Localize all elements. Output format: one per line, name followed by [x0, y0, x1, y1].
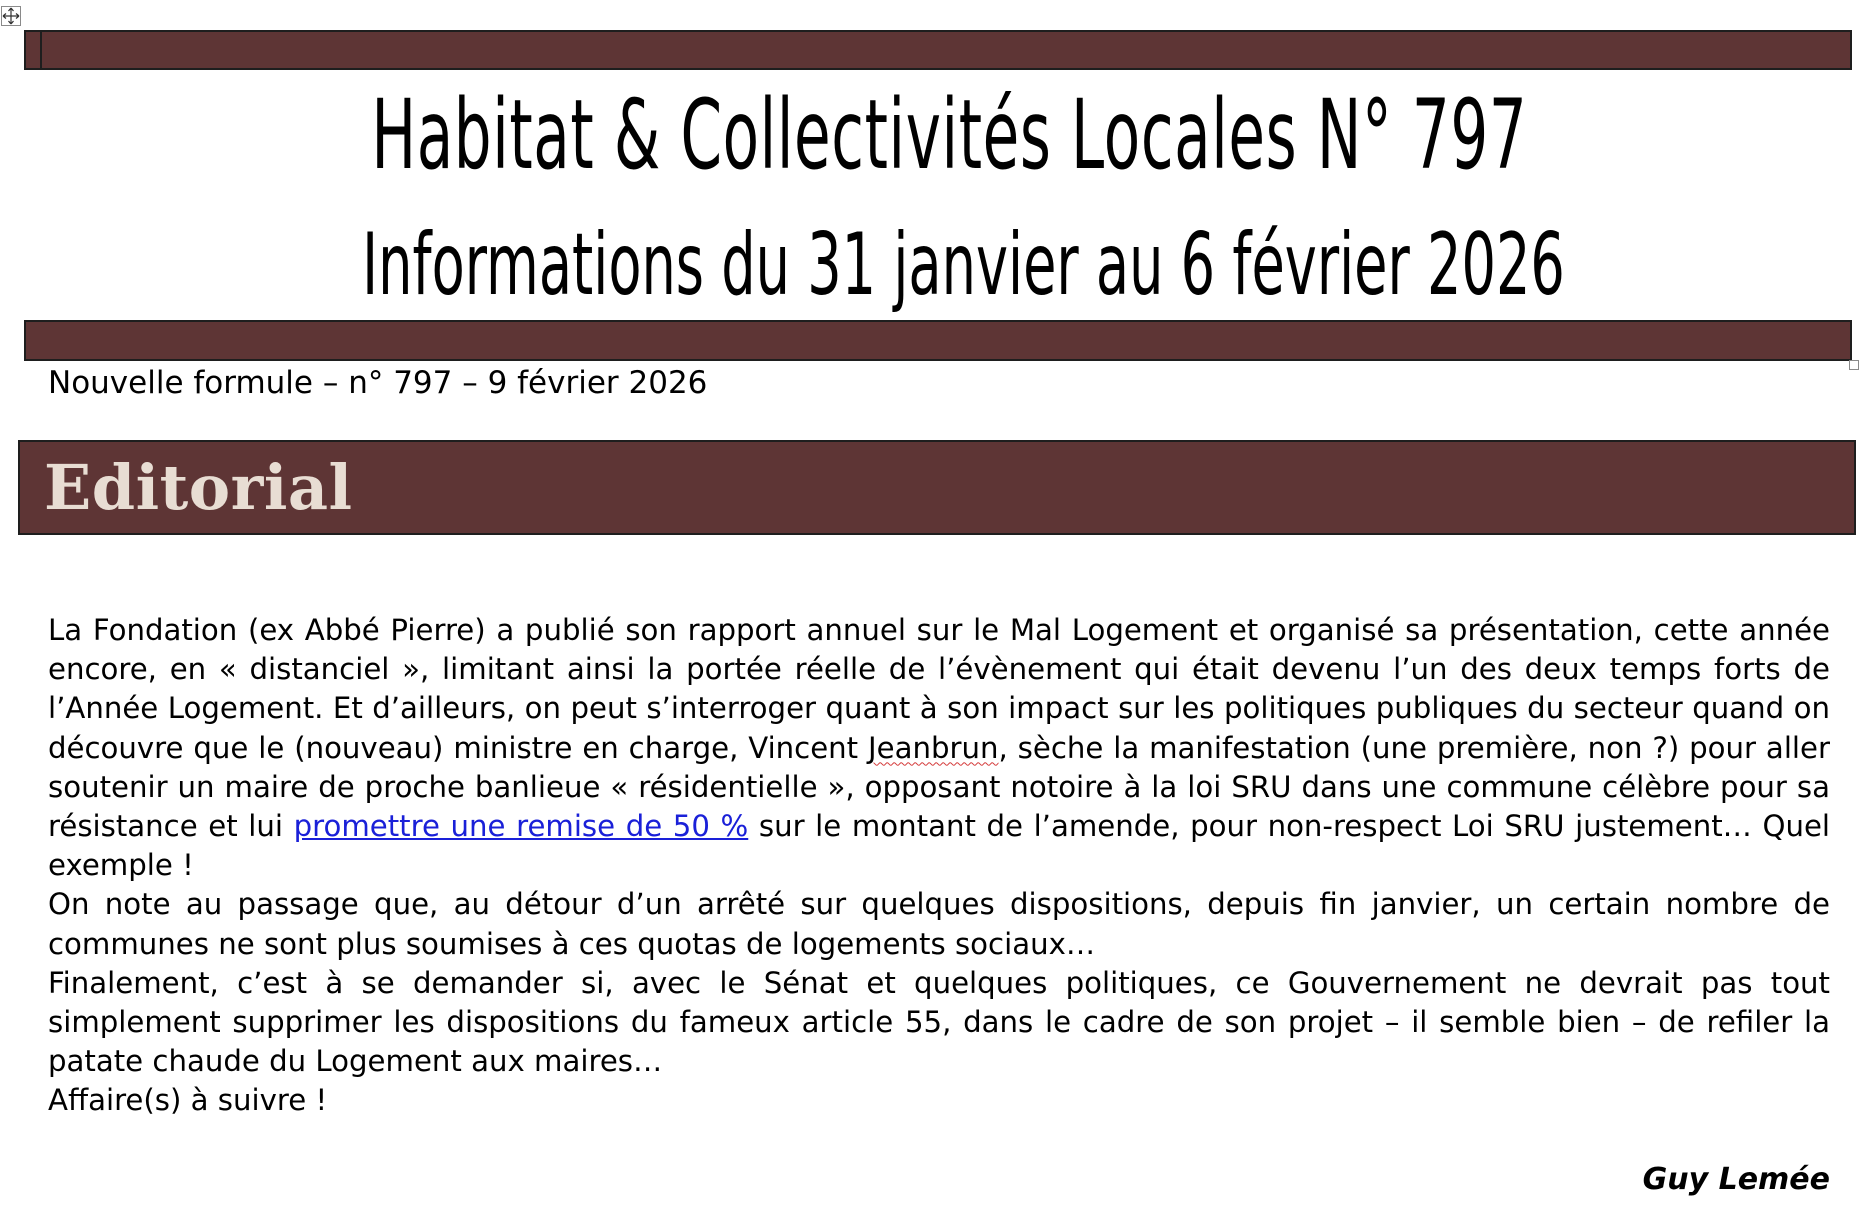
- paragraph-text: , sèche la manifestation (une première, non ?) pour aller soutenir un maire de proche banlieue « résidentielle », opposant notoire à la loi SRU dans une commune célèbre pour sa résistance et lui: [48, 730, 1830, 844]
- section-title: Editorial: [44, 451, 353, 524]
- masthead-top-band: [24, 30, 1852, 70]
- issue-line: Nouvelle formule – n° 797 – 9 février 2026: [48, 365, 708, 401]
- band-divider: [40, 32, 42, 68]
- editorial-paragraph: Affaire(s) à suivre !: [48, 1083, 328, 1118]
- editorial-paragraph: On note au passage que, au détour d’un arrêté sur quelques dispositions, depuis fin janvier, un certain nombre de communes ne sont plus soumises à ces quotas de logements sociaux…: [48, 887, 1830, 961]
- move-arrows-icon: [2, 7, 20, 25]
- masthead-bottom-band: [24, 320, 1852, 361]
- editorial-paragraph: [48, 611, 1830, 885]
- table-move-handle[interactable]: [1, 6, 21, 26]
- author-signature: Guy Lemée: [1642, 1162, 1830, 1197]
- editorial-body: [48, 611, 1830, 1121]
- paragraph-text: La Fondation (ex Abbé Pierre) a publié son rapport annuel sur le Mal Logement et organisé sa présentation, cette année encore, en « distanciel », limitant ainsi la portée réelle de l’évènement qui était devenu l’un des deux temps forts de l’Année Logement. Et d’ailleurs, on peut s’interroger quant à son impact sur les politiques publiques du secteur quand on découvre que le (nouveau) ministre en charge, Vincent: [48, 613, 1830, 765]
- promise-link[interactable]: promettre une remise de 50 %: [293, 809, 749, 844]
- resize-square-icon[interactable]: [1849, 360, 1859, 370]
- masthead-title: Habitat & Collectivités Locales N° 797: [371, 79, 1528, 191]
- editorial-paragraph: Finalement, c’est à se demander si, avec le Sénat et quelques politiques, ce Gouvernement ne devrait pas tout simplement supprimer les dispositions du fameux article 55, dans le cadre de son projet – il semble bien – de refiler la patate chaude du Logement aux maires…: [48, 965, 1830, 1079]
- paragraph-text: sur le montant de l’amende, pour non-respect Loi SRU justement… Quel exemple !: [48, 809, 1831, 883]
- masthead-subtitle: Informations du 31 janvier au 6 février 2026: [362, 215, 1565, 315]
- spellcheck-word: Jeanbrun: [868, 730, 999, 765]
- section-banner: [18, 440, 1856, 535]
